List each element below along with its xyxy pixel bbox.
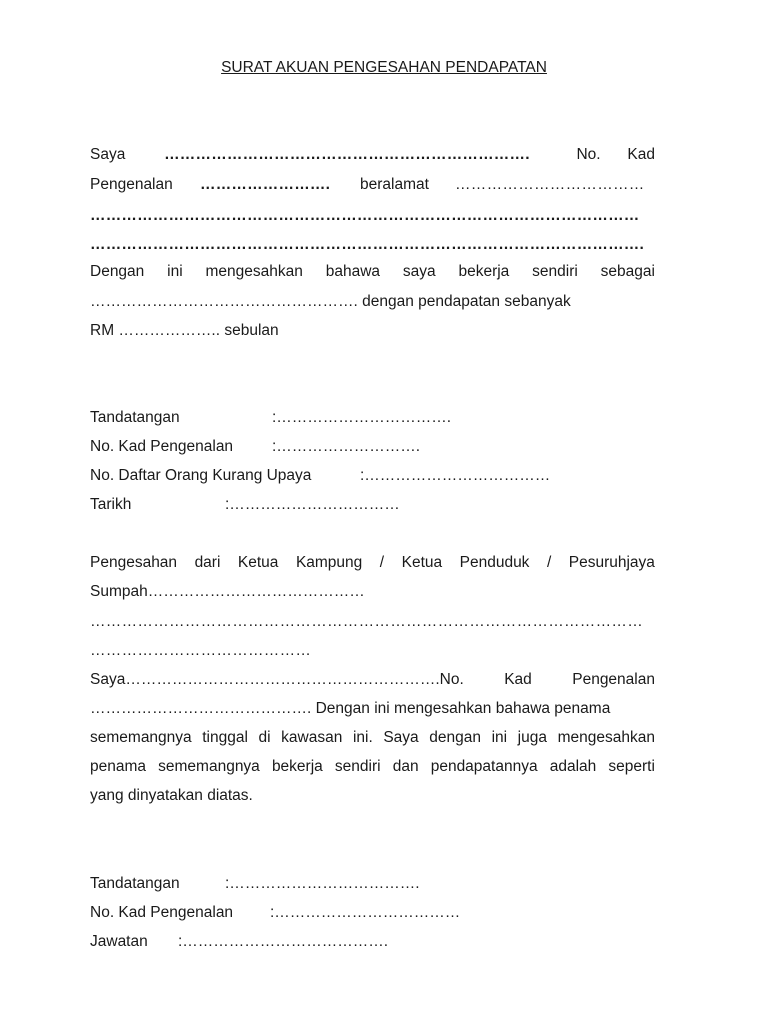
declaration-line-5: Dengan ini mengesahkan bahawa saya bekerja sendiri sebagai [90,263,655,280]
verification-line-2: Sumpah…………………………………… [90,583,365,600]
verification-line-5: Saya…………………………………………………….No. Kad Pengenalan [90,671,655,688]
declaration-line-2: Pengenalan ……………………. beralamat ……………………………… [90,176,645,193]
verification-line-9: yang dinyatakan diatas. [90,787,253,804]
address-line-2: ……………………………………………………………………………………………. [90,236,645,253]
verification-line-7: sememangnya tinggal di kawasan ini. Saya dengan ini juga mengesahkan [90,729,655,746]
address-line-1: …………………………………………………………………………………………… [90,207,640,224]
date-field: Tarikh :…………………………… [90,496,400,513]
declaration-line-7: RM ……………….. sebulan [90,322,279,339]
oku-number-field: No. Daftar Orang Kurang Upaya :……………………………… [90,467,551,484]
document-title: SURAT AKUAN PENGESAHAN PENDAPATAN [221,59,547,76]
ic-number-field: No. Kad Pengenalan :………………………. [90,438,421,455]
verification-line-4: …………………………………… [90,642,312,659]
declaration-line-6: ……………………………………………. dengan pendapatan sebanyak [90,293,571,310]
declaration-line-1: Saya ……………………………………………………………. No. Kad [90,146,655,163]
verification-line-1: Pengesahan dari Ketua Kampung / Ketua Penduduk / Pesuruhjaya [90,554,655,571]
verifier-position-field: Jawatan :…………………………………. [90,933,389,950]
verification-line-8: penama sememangnya bekerja sendiri dan pendapatannya adalah seperti [90,758,655,775]
signature-field: Tandatangan :……………………………. [90,409,452,426]
verification-line-6: ……………………………………. Dengan ini mengesahkan bahawa penama [90,700,611,717]
verifier-signature-field: Tandatangan :………………………………. [90,875,420,892]
verifier-ic-number-field: No. Kad Pengenalan :……………………………… [90,904,461,921]
verification-line-3: …………………………………………………………………………………………… [90,613,643,630]
